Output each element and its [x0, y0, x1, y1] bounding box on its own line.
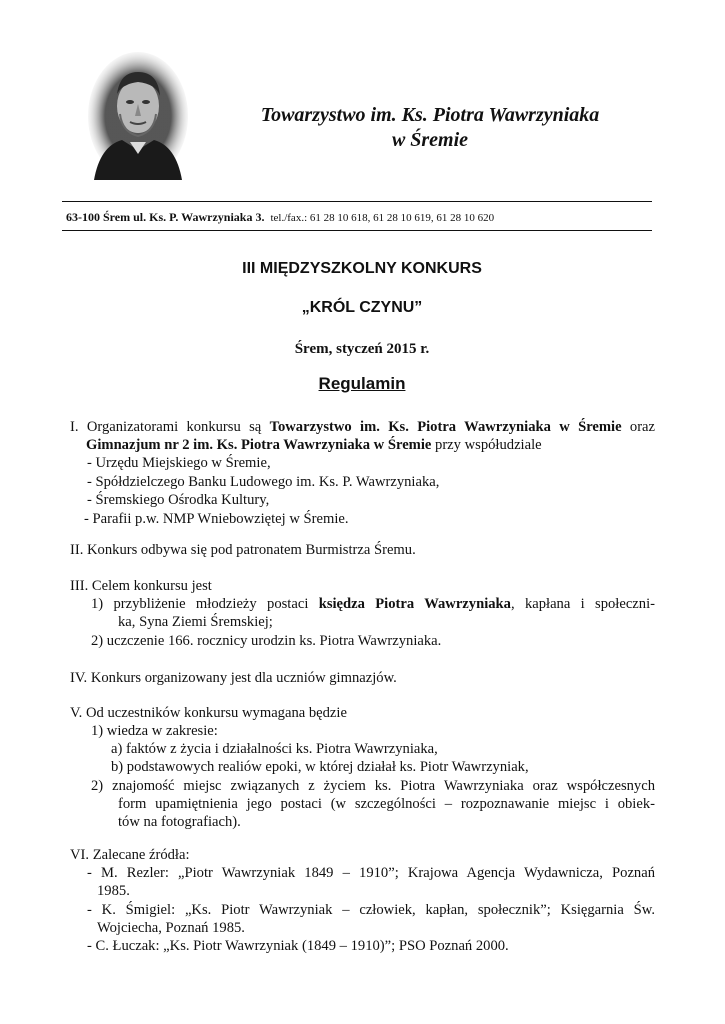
section-5-item2-line2: form upamiętnienia jego postaci (w szczególności – rozpoznawanie miejsc i obiek-: [118, 796, 655, 812]
page-heading: Regulamin: [318, 374, 406, 393]
section-4: IV. Konkurs organizowany jest dla uczniów gimnazjów.: [70, 670, 397, 686]
street-address: 63-100 Śrem ul. Ks. P. Wawrzyniaka 3.: [66, 210, 265, 224]
org-name-line1: Towarzystwo im. Ks. Piotra Wawrzyniaka: [260, 104, 600, 126]
section-3-intro: III. Celem konkursu jest: [70, 578, 212, 594]
section-1-line1: I. Organizatorami konkursu są Towarzystwo im. Ks. Piotra Wawrzyniaka w Śremie oraz: [70, 419, 656, 435]
list-item: - Parafii p.w. NMP Wniebowziętej w Śremie.: [84, 511, 349, 527]
list-item: - Urzędu Miejskiego w Śremie,: [87, 455, 271, 471]
date-line: Śrem, styczeń 2015 r.: [294, 341, 430, 357]
source-2-line2: Wojciecha, Poznań 1985.: [97, 920, 245, 936]
source-2-line1: - K. Śmigiel: „Ks. Piotr Wawrzyniak – człowiek, kapłan, społecznik”; Księgarnia Św.: [87, 902, 655, 918]
section-5-item2-line1: 2) znajomość miejsc związanych z życiem ks. Piotra Wawrzyniaka oraz współczesnych: [91, 778, 655, 794]
section-3-item2: 2) uczczenie 166. rocznicy urodzin ks. Piotra Wawrzyniaka.: [91, 633, 442, 649]
address-line: [66, 210, 494, 225]
section-5-item2-line3: tów na fotografiach).: [118, 814, 241, 830]
header-rule-bottom: [62, 230, 652, 231]
section-3-item1-cont: ka, Syna Ziemi Śremskiej;: [118, 614, 273, 630]
section-3-item1: 1) przybliżenie młodzieży postaci księdza Piotra Wawrzyniaka, kapłana i społeczni-: [91, 596, 655, 612]
section-2: II. Konkurs odbywa się pod patronatem Burmistrza Śremu.: [70, 542, 416, 558]
phone-numbers: tel./fax.: 61 28 10 618, 61 28 10 619, 61 28 10 620: [270, 212, 495, 224]
list-item: - Śremskiego Ośrodka Kultury,: [87, 492, 270, 508]
header-rule-top: [62, 201, 652, 202]
contest-title: III MIĘDZYSZKOLNY KONKURS: [242, 260, 482, 277]
section-5-intro: V. Od uczestników konkursu wymagana będzie: [70, 705, 347, 721]
list-item: - Spółdzielczego Banku Ludowego im. Ks. P. Wawrzyniaka,: [87, 474, 440, 490]
source-1-line1: - M. Rezler: „Piotr Wawrzyniak 1849 – 1910”; Krajowa Agencja Wydawnicza, Poznań: [87, 865, 655, 881]
section-6-intro: VI. Zalecane źródła:: [70, 847, 190, 863]
section-5-item1: 1) wiedza w zakresie:: [91, 723, 218, 739]
section-5-item1b: b) podstawowych realiów epoki, w której działał ks. Piotr Wawrzyniak,: [111, 759, 529, 775]
source-3: - C. Łuczak: „Ks. Piotr Wawrzyniak (1849 – 1910)”; PSO Poznań 2000.: [87, 938, 509, 954]
portrait-image: [86, 50, 190, 180]
section-5-item1a: a) faktów z życia i działalności ks. Piotra Wawrzyniaka,: [111, 741, 438, 757]
section-1-line2: Gimnazjum nr 2 im. Ks. Piotra Wawrzyniaka w Śremie przy współudziale: [86, 437, 542, 453]
org-name-line2: w Śremie: [391, 129, 469, 151]
contest-name: „KRÓL CZYNU”: [301, 299, 423, 316]
source-1-line2: 1985.: [97, 883, 130, 899]
